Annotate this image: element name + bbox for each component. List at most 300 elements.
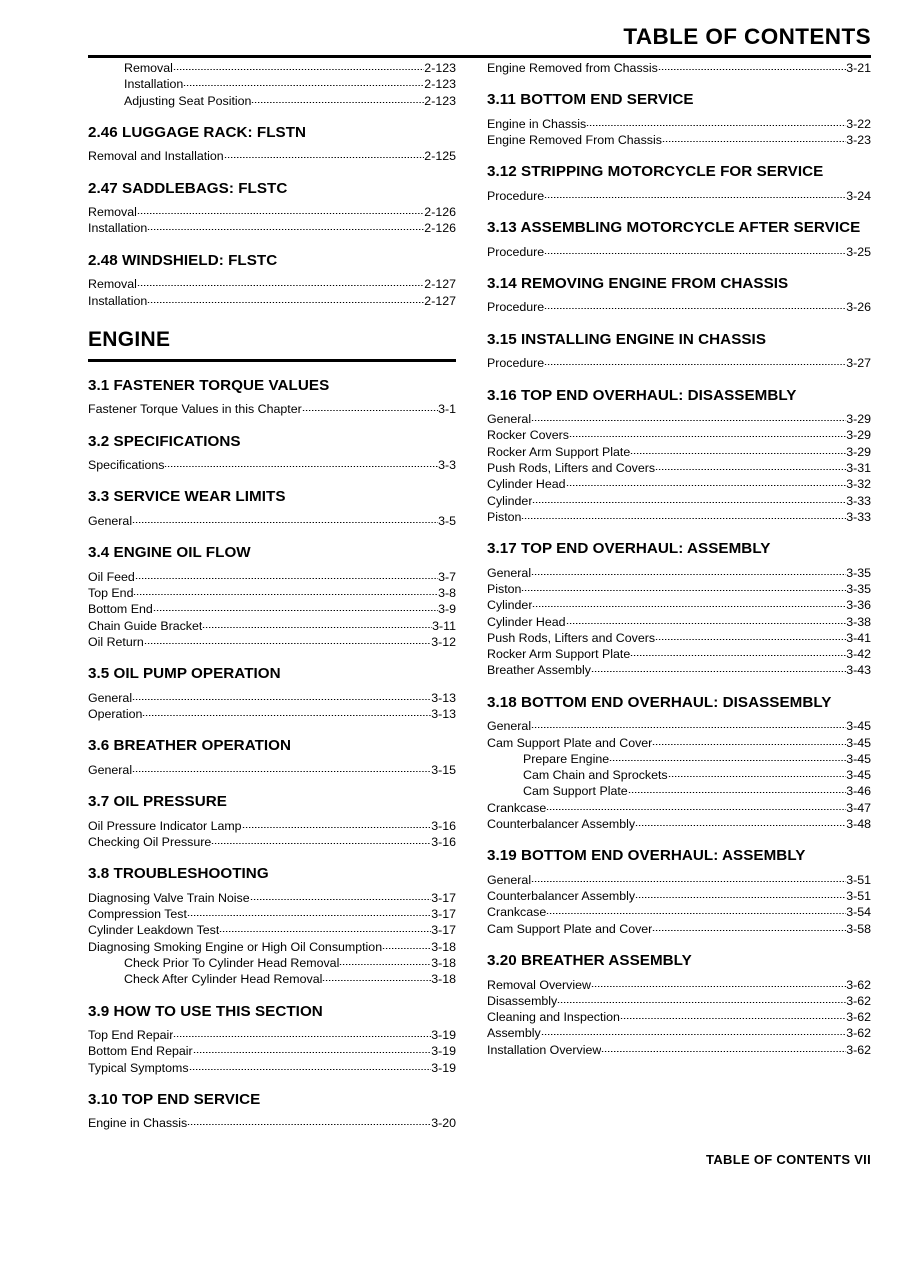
- toc-entry-page-number: 2-123: [424, 77, 456, 92]
- toc-entry[interactable]: [487, 816, 871, 832]
- toc-entry-label: Push Rods, Lifters and Covers: [487, 460, 656, 475]
- toc-entry-label: Fastener Torque Values in this Chapter: [88, 402, 302, 417]
- toc-section-heading[interactable]: 3.3 SERVICE WEAR LIMITS: [88, 488, 286, 506]
- dot-leader: [546, 904, 846, 916]
- toc-entry-label: General: [487, 412, 532, 427]
- toc-entry-label: Removal Overview: [487, 977, 591, 992]
- toc-entry[interactable]: [487, 872, 871, 888]
- toc-entry[interactable]: [487, 630, 871, 646]
- toc-entry[interactable]: [487, 116, 871, 132]
- toc-entry-page-number: 3-43: [846, 663, 871, 678]
- toc-entry[interactable]: [487, 460, 871, 476]
- toc-entry-label: Check After Cylinder Head Removal: [124, 972, 323, 987]
- toc-entry-page-number: 3-18: [431, 955, 456, 970]
- toc-entry-label: Procedure: [487, 300, 545, 315]
- toc-entry-page-number: 3-32: [846, 477, 871, 492]
- toc-entry-label: Oil Feed: [88, 569, 135, 584]
- toc-entry[interactable]: [487, 751, 871, 767]
- toc-section-heading[interactable]: 2.47 SADDLEBAGS: FLSTC: [88, 179, 288, 197]
- toc-entry-label: Piston: [487, 509, 522, 524]
- toc-entry-label: Compression Test: [88, 907, 187, 922]
- toc-entry-label: Specifications: [88, 458, 165, 473]
- dot-leader: [620, 1009, 846, 1021]
- toc-entry-label: Cam Support Plate and Cover: [487, 921, 653, 936]
- toc-entry-label: Procedure: [487, 356, 545, 371]
- toc-section-heading[interactable]: 3.11 BOTTOM END SERVICE: [487, 91, 694, 109]
- toc-entry-label: Operation: [88, 707, 143, 722]
- dot-leader: [142, 706, 431, 718]
- dot-leader: [586, 116, 846, 128]
- toc-entry-page-number: 3-8: [438, 586, 456, 601]
- toc-entry[interactable]: [88, 148, 456, 164]
- dot-leader: [569, 427, 846, 439]
- toc-entry-page-number: 2-123: [424, 61, 456, 75]
- dot-leader: [224, 148, 425, 160]
- toc-entry-page-number: 3-16: [431, 818, 456, 833]
- toc-entry[interactable]: [487, 646, 871, 662]
- toc-entry-page-number: 3-13: [431, 690, 456, 705]
- toc-entry-label: Engine Removed From Chassis: [487, 133, 662, 148]
- toc-entry-page-number: 3-13: [431, 707, 456, 722]
- dot-leader: [658, 60, 846, 72]
- toc-entry-page-number: 3-24: [846, 188, 871, 203]
- toc-entry-label: Typical Symptoms: [88, 1060, 189, 1075]
- toc-entry-page-number: 3-62: [846, 977, 871, 992]
- dot-leader: [211, 834, 431, 846]
- toc-entry[interactable]: [487, 1009, 871, 1025]
- toc-entry-page-number: 3-3: [438, 458, 456, 473]
- toc-entry-page-number: 3-17: [431, 907, 456, 922]
- dot-leader: [189, 1060, 432, 1072]
- dot-leader: [662, 132, 846, 144]
- toc-entry[interactable]: [88, 818, 456, 834]
- toc-entry[interactable]: [487, 767, 871, 783]
- toc-section-heading[interactable]: 3.19 BOTTOM END OVERHAUL: ASSEMBLY: [487, 847, 806, 865]
- toc-entry[interactable]: [487, 783, 871, 799]
- toc-entry[interactable]: [487, 493, 871, 509]
- toc-entry-page-number: 3-33: [846, 493, 871, 508]
- toc-entry-label: Crankcase: [487, 905, 547, 920]
- dot-leader: [339, 955, 431, 967]
- dot-leader: [202, 618, 432, 630]
- toc-entry[interactable]: [88, 60, 456, 76]
- toc-entry-label: Disassembly: [487, 993, 558, 1008]
- toc-entry-label: Prepare Engine: [523, 751, 610, 766]
- toc-section-heading[interactable]: 3.12 STRIPPING MOTORCYCLE FOR SERVICE: [487, 163, 824, 181]
- toc-entry-page-number: 3-21: [846, 61, 871, 75]
- toc-entry[interactable]: [487, 614, 871, 630]
- toc-entry[interactable]: [487, 581, 871, 597]
- toc-entry-label: General: [88, 690, 133, 705]
- dot-leader: [164, 457, 438, 469]
- toc-entry-label: Removal: [124, 61, 173, 75]
- dot-leader: [173, 1027, 431, 1039]
- toc-section-heading[interactable]: 3.9 HOW TO USE THIS SECTION: [88, 1002, 323, 1020]
- toc-section-heading[interactable]: 3.2 SPECIFICATIONS: [88, 432, 241, 450]
- toc-entry[interactable]: [487, 597, 871, 613]
- toc-entry-page-number: 3-51: [846, 889, 871, 904]
- toc-entry-label: Diagnosing Smoking Engine or High Oil Consumption: [88, 939, 383, 954]
- dot-leader: [544, 355, 846, 367]
- toc-entry-label: General: [487, 565, 532, 580]
- toc-entry-page-number: 3-41: [846, 630, 871, 645]
- toc-section-heading[interactable]: 3.14 REMOVING ENGINE FROM CHASSIS: [487, 274, 789, 292]
- toc-entry[interactable]: [487, 888, 871, 904]
- toc-entry-page-number: 3-17: [431, 923, 456, 938]
- toc-entry-page-number: 3-12: [431, 634, 456, 649]
- dot-leader: [132, 690, 431, 702]
- toc-entry-label: Adjusting Seat Position: [124, 93, 252, 108]
- toc-entry[interactable]: [88, 293, 456, 309]
- chapter-divider: [88, 359, 456, 362]
- toc-entry[interactable]: [487, 800, 871, 816]
- dot-leader: [668, 767, 847, 779]
- toc-entry-page-number: 3-62: [846, 1026, 871, 1041]
- toc-entry-page-number: 2-127: [424, 277, 456, 292]
- toc-entry-label: Counterbalancer Assembly: [487, 889, 636, 904]
- toc-entry-page-number: 3-16: [431, 834, 456, 849]
- dot-leader: [630, 444, 846, 456]
- toc-column-left: [88, 60, 456, 1132]
- dot-leader: [628, 783, 847, 795]
- toc-entry[interactable]: [88, 204, 456, 220]
- toc-entry[interactable]: [487, 1025, 871, 1041]
- toc-entry[interactable]: [88, 834, 456, 850]
- toc-entry-label: Installation: [88, 293, 148, 308]
- dot-leader: [591, 662, 846, 674]
- toc-entry-label: Cam Support Plate and Cover: [487, 735, 653, 750]
- toc-entry-label: Cylinder Head: [487, 477, 566, 492]
- dot-leader: [133, 585, 438, 597]
- toc-entry[interactable]: [487, 735, 871, 751]
- toc-entry[interactable]: [88, 601, 456, 617]
- toc-section-heading[interactable]: 2.48 WINDSHIELD: FLSTC: [88, 251, 278, 269]
- chapter-title: ENGINE: [88, 327, 171, 351]
- toc-entry-page-number: 3-5: [438, 513, 456, 528]
- toc-entry[interactable]: [487, 476, 871, 492]
- dot-leader: [541, 1025, 846, 1037]
- toc-entry[interactable]: [88, 569, 456, 585]
- toc-entry-label: Removal: [88, 277, 137, 292]
- toc-entry-page-number: 3-29: [846, 444, 871, 459]
- dot-leader: [532, 493, 846, 505]
- dot-leader: [132, 762, 431, 774]
- toc-section-heading[interactable]: 3.20 BREATHER ASSEMBLY: [487, 952, 692, 969]
- toc-entry-label: Cylinder Leakdown Test: [88, 923, 220, 938]
- toc-entry-label: Bottom End Repair: [88, 1044, 193, 1059]
- dot-leader: [609, 751, 846, 763]
- toc-entry-label: Rocker Arm Support Plate: [487, 647, 631, 662]
- dot-leader: [601, 1042, 846, 1054]
- toc-entry-page-number: 3-23: [846, 133, 871, 148]
- toc-entry[interactable]: [88, 906, 456, 922]
- toc-entry-page-number: 3-46: [846, 784, 871, 799]
- toc-entry[interactable]: [88, 76, 456, 92]
- toc-entry[interactable]: [487, 355, 871, 371]
- toc-entry[interactable]: [88, 618, 456, 634]
- dot-leader: [521, 509, 846, 521]
- toc-entry[interactable]: [487, 444, 871, 460]
- toc-entry[interactable]: [88, 690, 456, 706]
- toc-entry-page-number: 3-9: [438, 602, 456, 617]
- toc-entry-label: Cleaning and Inspection: [487, 1010, 620, 1025]
- toc-entry-page-number: 3-45: [846, 751, 871, 766]
- dot-leader: [251, 93, 424, 105]
- toc-entry-page-number: 3-20: [431, 1116, 456, 1131]
- toc-entry[interactable]: [88, 457, 456, 473]
- toc-entry-page-number: 3-62: [846, 1042, 871, 1057]
- toc-entry-label: Rocker Arm Support Plate: [487, 444, 631, 459]
- toc-entry[interactable]: [88, 922, 456, 938]
- toc-entry-label: Assembly: [487, 1026, 541, 1041]
- toc-entry-label: Push Rods, Lifters and Covers: [487, 630, 656, 645]
- toc-entry-label: General: [88, 762, 133, 777]
- toc-entry[interactable]: [487, 132, 871, 148]
- toc-entry-label: Diagnosing Valve Train Noise: [88, 890, 250, 905]
- toc-entry-label: Procedure: [487, 244, 545, 259]
- toc-entry-page-number: 3-47: [846, 800, 871, 815]
- toc-entry-page-number: 3-33: [846, 509, 871, 524]
- toc-entry-label: Top End Repair: [88, 1028, 174, 1043]
- toc-entry-page-number: 3-45: [846, 768, 871, 783]
- dot-leader: [635, 888, 846, 900]
- toc-entry[interactable]: [487, 299, 871, 315]
- toc-entry-page-number: 3-22: [846, 116, 871, 131]
- toc-entry[interactable]: [88, 585, 456, 601]
- toc-entry-page-number: 3-45: [846, 719, 871, 734]
- toc-entry[interactable]: [88, 634, 456, 650]
- toc-entry[interactable]: [487, 993, 871, 1009]
- toc-entry-label: Installation Overview: [487, 1042, 602, 1057]
- toc-entry-label: General: [487, 872, 532, 887]
- dot-leader: [655, 630, 846, 642]
- toc-entry-page-number: 2-123: [424, 93, 456, 108]
- dot-leader: [137, 204, 424, 216]
- toc-entry[interactable]: [88, 762, 456, 778]
- dot-leader: [187, 906, 431, 918]
- toc-entry[interactable]: [487, 188, 871, 204]
- toc-entry-label: Cylinder: [487, 493, 533, 508]
- dot-leader: [566, 476, 847, 488]
- dot-leader: [591, 977, 846, 989]
- toc-entry-label: Checking Oil Pressure: [88, 834, 212, 849]
- toc-section-heading[interactable]: 2.46 LUGGAGE RACK: FLSTN: [88, 123, 307, 141]
- header-divider: [88, 55, 871, 58]
- dot-leader: [187, 1115, 431, 1127]
- page-footer: [88, 1152, 871, 1167]
- toc-entry[interactable]: [487, 718, 871, 734]
- dot-leader: [322, 971, 431, 983]
- toc-section-heading[interactable]: 3.18 BOTTOM END OVERHAUL: DISASSEMBLY: [487, 693, 832, 711]
- toc-entry-page-number: 3-31: [846, 460, 871, 475]
- toc-entry[interactable]: [88, 513, 456, 529]
- toc-entry-page-number: 2-127: [424, 293, 456, 308]
- toc-entry-label: Cylinder Head: [487, 614, 566, 629]
- toc-entry[interactable]: [487, 411, 871, 427]
- toc-entry-page-number: 3-17: [431, 890, 456, 905]
- dot-leader: [532, 597, 846, 609]
- toc-entry[interactable]: [88, 955, 456, 971]
- toc-section-heading[interactable]: 3.6 BREATHER OPERATION: [88, 737, 292, 755]
- toc-section-heading[interactable]: 3.1 FASTENER TORQUE VALUES: [88, 376, 330, 394]
- dot-leader: [531, 718, 846, 730]
- toc-entry-label: Breather Assembly: [487, 663, 591, 678]
- toc-entry-page-number: 3-18: [431, 939, 456, 954]
- dot-leader: [144, 634, 431, 646]
- toc-entry-label: Piston: [487, 581, 522, 596]
- toc-entry[interactable]: [88, 971, 456, 987]
- toc-entry-page-number: 2-125: [424, 149, 456, 164]
- toc-entry-label: Removal: [88, 205, 137, 220]
- toc-entry[interactable]: [487, 977, 871, 993]
- toc-entry-page-number: 2-126: [424, 221, 456, 236]
- dot-leader: [544, 188, 846, 200]
- toc-entry-page-number: 3-51: [846, 872, 871, 887]
- toc-entry-page-number: 3-54: [846, 905, 871, 920]
- dot-leader: [382, 939, 431, 951]
- toc-entry[interactable]: [487, 509, 871, 525]
- toc-entry-label: Engine in Chassis: [487, 116, 587, 131]
- toc-entry[interactable]: [88, 939, 456, 955]
- toc-entry[interactable]: [487, 921, 871, 937]
- toc-entry[interactable]: [88, 1027, 456, 1043]
- dot-leader: [250, 890, 432, 902]
- toc-entry-page-number: 3-18: [431, 972, 456, 987]
- dot-leader: [652, 735, 846, 747]
- toc-entry-page-number: 3-29: [846, 428, 871, 443]
- dot-leader: [652, 921, 846, 933]
- toc-entry-page-number: 3-1: [438, 402, 456, 417]
- dot-leader: [544, 299, 846, 311]
- toc-entry[interactable]: [88, 276, 456, 292]
- toc-entry-label: Bottom End: [88, 602, 153, 617]
- dot-leader: [544, 244, 846, 256]
- toc-section-heading[interactable]: 3.8 TROUBLESHOOTING: [88, 865, 269, 883]
- toc-entry[interactable]: [88, 890, 456, 906]
- toc-section-heading[interactable]: 3.16 TOP END OVERHAUL: DISASSEMBLY: [487, 386, 797, 404]
- toc-entry-label: Installation: [124, 77, 184, 92]
- toc-entry-page-number: 3-62: [846, 1010, 871, 1025]
- toc-entry-label: General: [88, 513, 133, 528]
- dot-leader: [132, 513, 438, 525]
- toc-entry[interactable]: [487, 60, 871, 76]
- toc-entry-page-number: 3-11: [432, 618, 456, 633]
- dot-leader: [557, 993, 846, 1005]
- dot-leader: [630, 646, 846, 658]
- toc-entry-label: Cam Chain and Sprockets: [523, 768, 668, 783]
- toc-entry-page-number: 3-38: [846, 614, 871, 629]
- toc-entry-page-number: 3-19: [431, 1044, 456, 1059]
- chapter-block: [88, 327, 456, 362]
- toc-entry-page-number: 3-29: [846, 412, 871, 427]
- dot-leader: [193, 1043, 432, 1055]
- toc-section-heading[interactable]: 3.4 ENGINE OIL FLOW: [88, 544, 251, 562]
- dot-leader: [635, 816, 846, 828]
- dot-leader: [531, 565, 846, 577]
- dot-leader: [219, 922, 431, 934]
- toc-section-heading[interactable]: 3.17 TOP END OVERHAUL: ASSEMBLY: [487, 540, 771, 558]
- toc-entry-page-number: 3-35: [846, 565, 871, 580]
- toc-entry-label: Counterbalancer Assembly: [487, 817, 636, 832]
- toc-entry-page-number: 3-35: [846, 581, 871, 596]
- toc-entry[interactable]: [88, 1043, 456, 1059]
- toc-entry[interactable]: [487, 1042, 871, 1058]
- toc-section-heading[interactable]: 3.5 OIL PUMP OPERATION: [88, 665, 281, 683]
- dot-leader: [546, 800, 846, 812]
- toc-entry[interactable]: [88, 1115, 456, 1131]
- toc-entry-label: Top End: [88, 586, 134, 601]
- toc-section-heading[interactable]: 3.15 INSTALLING ENGINE IN CHASSIS: [487, 330, 767, 348]
- toc-entry[interactable]: [487, 662, 871, 678]
- toc-entry-page-number: 3-25: [846, 244, 871, 259]
- toc-entry[interactable]: [88, 220, 456, 236]
- toc-entry-page-number: 3-15: [431, 762, 456, 777]
- toc-entry[interactable]: [88, 706, 456, 722]
- toc-section-heading[interactable]: 3.13 ASSEMBLING MOTORCYCLE AFTER SERVICE: [487, 219, 861, 237]
- toc-entry[interactable]: [487, 904, 871, 920]
- toc-entry-label: Removal and Installation: [88, 149, 224, 164]
- toc-entry-page-number: 3-36: [846, 598, 871, 613]
- footer-label: TABLE OF CONTENTS VII: [706, 1152, 871, 1167]
- toc-entry-label: Chain Guide Bracket: [88, 618, 203, 633]
- page-header: [88, 24, 871, 58]
- toc-entry[interactable]: [487, 427, 871, 443]
- dot-leader: [566, 614, 847, 626]
- toc-entry-label: Oil Pressure Indicator Lamp: [88, 818, 242, 833]
- toc-entry-label: Oil Return: [88, 634, 144, 649]
- toc-entry[interactable]: [487, 565, 871, 581]
- toc-entry-page-number: 3-48: [846, 817, 871, 832]
- toc-entry-label: Crankcase: [487, 800, 547, 815]
- toc-entry[interactable]: [88, 1060, 456, 1076]
- dot-leader: [302, 401, 438, 413]
- toc-entry-label: Engine in Chassis: [88, 1116, 188, 1131]
- toc-entry-page-number: 3-42: [846, 647, 871, 662]
- dot-leader: [135, 569, 438, 581]
- dot-leader: [242, 818, 432, 830]
- toc-entry-label: Engine Removed from Chassis: [487, 61, 658, 75]
- dot-leader: [183, 76, 424, 88]
- dot-leader: [147, 293, 424, 305]
- toc-entry-page-number: 3-45: [846, 735, 871, 750]
- toc-entry-page-number: 3-58: [846, 921, 871, 936]
- dot-leader: [655, 460, 846, 472]
- toc-section-heading[interactable]: 3.7 OIL PRESSURE: [88, 793, 227, 811]
- toc-entry-page-number: 3-19: [431, 1060, 456, 1075]
- toc-entry-label: General: [487, 719, 532, 734]
- dot-leader: [531, 411, 846, 423]
- toc-entry-page-number: 2-126: [424, 205, 456, 220]
- dot-leader: [137, 276, 424, 288]
- toc-column-right: [487, 60, 871, 1058]
- toc-entry-label: Installation: [88, 221, 148, 236]
- toc-entry-label: Procedure: [487, 188, 545, 203]
- toc-entry-page-number: 3-62: [846, 993, 871, 1008]
- toc-entry-label: Check Prior To Cylinder Head Removal: [124, 955, 340, 970]
- toc-entry-label: Cam Support Plate: [523, 784, 628, 799]
- toc-entry-page-number: 3-19: [431, 1028, 456, 1043]
- dot-leader: [173, 60, 424, 72]
- toc-entry[interactable]: [88, 401, 456, 417]
- toc-entry[interactable]: [487, 244, 871, 260]
- toc-entry[interactable]: [88, 93, 456, 109]
- toc-section-heading[interactable]: 3.10 TOP END SERVICE: [88, 1090, 261, 1108]
- dot-leader: [147, 220, 424, 232]
- page-title: TABLE OF CONTENTS: [623, 24, 871, 49]
- dot-leader: [531, 872, 846, 884]
- toc-entry-page-number: 3-26: [846, 300, 871, 315]
- toc-entry-label: Rocker Covers: [487, 428, 569, 443]
